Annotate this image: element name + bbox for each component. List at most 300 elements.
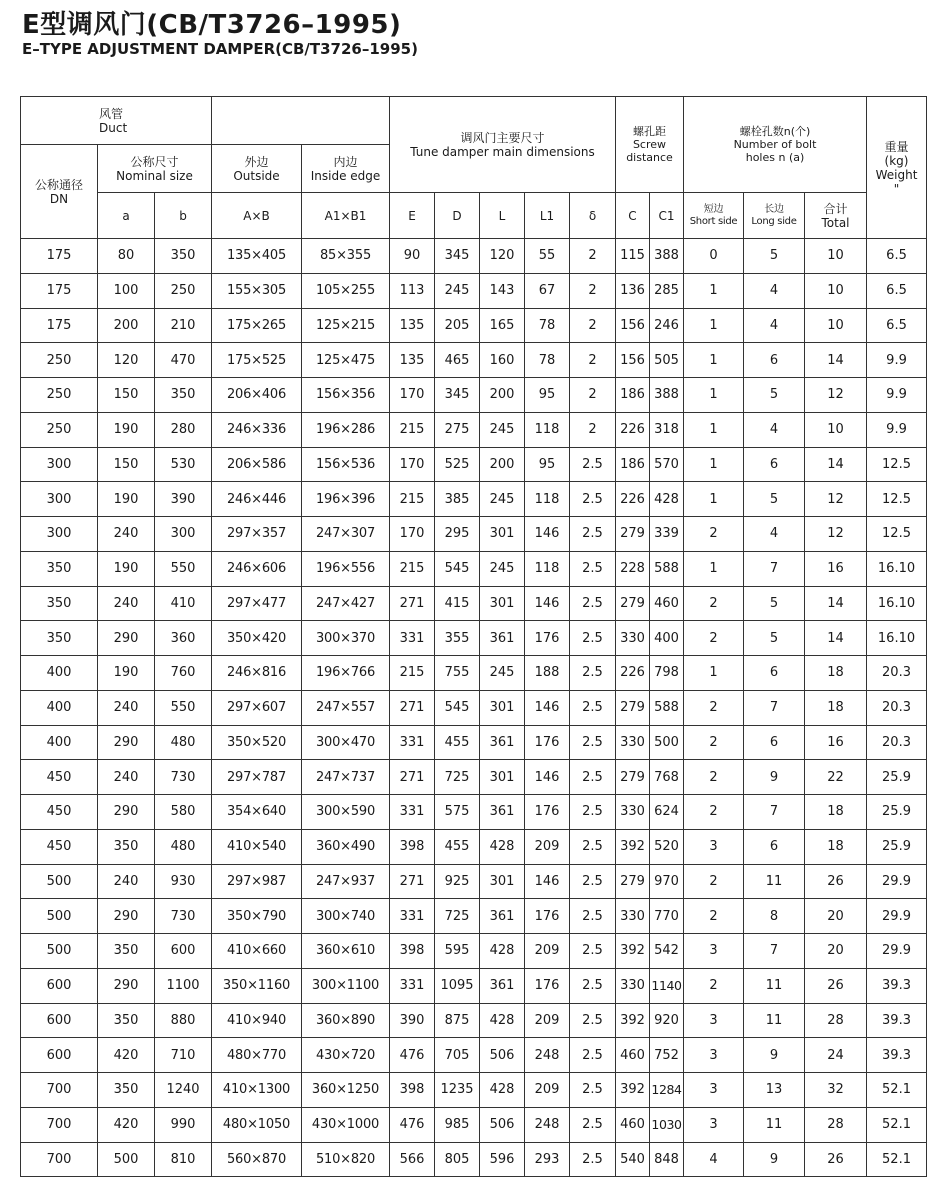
cell-long-side: 13 <box>744 1073 805 1108</box>
table-row <box>21 239 927 274</box>
cell-e: 566 <box>390 1142 435 1177</box>
cell-a1xb1: 247×737 <box>302 760 390 795</box>
cell-dn: 300 <box>21 482 98 517</box>
cell-l: 361 <box>480 725 525 760</box>
cell-a: 290 <box>98 795 155 830</box>
cell-weight: 52.1 <box>867 1142 927 1177</box>
cell-short-side: 3 <box>684 1003 744 1038</box>
cell-delta: 2.5 <box>570 899 616 934</box>
cell-b: 730 <box>155 760 212 795</box>
cell-d: 985 <box>435 1107 480 1142</box>
cell-e: 398 <box>390 1073 435 1108</box>
cell-l1: 146 <box>525 586 570 621</box>
cell-l: 428 <box>480 1003 525 1038</box>
cell-c: 226 <box>616 412 650 447</box>
cell-dn: 175 <box>21 273 98 308</box>
cell-d: 725 <box>435 760 480 795</box>
cell-l1: 209 <box>525 829 570 864</box>
table-row <box>21 1142 927 1177</box>
cell-a: 100 <box>98 273 155 308</box>
cell-axb: 350×1160 <box>212 968 302 1003</box>
cell-total: 28 <box>805 1003 867 1038</box>
cell-d: 465 <box>435 343 480 378</box>
cell-l1: 118 <box>525 482 570 517</box>
cell-axb: 297×607 <box>212 690 302 725</box>
cell-weight: 29.9 <box>867 864 927 899</box>
cell-axb: 246×816 <box>212 656 302 691</box>
cell-l1: 95 <box>525 447 570 482</box>
cell-b: 990 <box>155 1107 212 1142</box>
cell-short-side: 1 <box>684 656 744 691</box>
cell-short-side: 3 <box>684 829 744 864</box>
cell-total: 14 <box>805 343 867 378</box>
cell-e: 135 <box>390 343 435 378</box>
cell-long-side: 6 <box>744 343 805 378</box>
duct-header-cn: 风管 <box>99 106 124 121</box>
cell-delta: 2 <box>570 239 616 274</box>
cell-short-side: 2 <box>684 864 744 899</box>
cell-a: 120 <box>98 343 155 378</box>
cell-c1: 246 <box>650 308 684 343</box>
cell-delta: 2.5 <box>570 829 616 864</box>
cell-b: 480 <box>155 829 212 864</box>
cell-d: 345 <box>435 239 480 274</box>
cell-c1: 339 <box>650 517 684 552</box>
cell-dn: 400 <box>21 725 98 760</box>
cell-delta: 2 <box>570 273 616 308</box>
cell-l1: 78 <box>525 308 570 343</box>
cell-axb: 410×940 <box>212 1003 302 1038</box>
col-c-header: C <box>616 193 650 239</box>
cell-delta: 2.5 <box>570 1038 616 1073</box>
cell-a1xb1: 360×490 <box>302 829 390 864</box>
cell-a1xb1: 196×556 <box>302 551 390 586</box>
cell-short-side: 2 <box>684 586 744 621</box>
screw-distance-header <box>616 97 684 193</box>
cell-c1: 770 <box>650 899 684 934</box>
cell-total: 20 <box>805 934 867 969</box>
cell-d: 525 <box>435 447 480 482</box>
cell-axb: 354×640 <box>212 795 302 830</box>
cell-c1: 400 <box>650 621 684 656</box>
cell-a: 350 <box>98 1073 155 1108</box>
cell-delta: 2.5 <box>570 760 616 795</box>
bolt-holes-header-en1: Number of bolt <box>733 138 817 151</box>
cell-dn: 250 <box>21 412 98 447</box>
cell-e: 215 <box>390 412 435 447</box>
cell-c: 279 <box>616 760 650 795</box>
cell-b: 710 <box>155 1038 212 1073</box>
table-row <box>21 621 927 656</box>
col-delta-header: δ <box>570 193 616 239</box>
cell-axb: 206×406 <box>212 378 302 413</box>
cell-d: 725 <box>435 899 480 934</box>
cell-l1: 176 <box>525 621 570 656</box>
cell-l: 301 <box>480 517 525 552</box>
cell-c: 330 <box>616 795 650 830</box>
cell-a1xb1: 360×610 <box>302 934 390 969</box>
cell-a1xb1: 125×215 <box>302 308 390 343</box>
cell-c: 186 <box>616 378 650 413</box>
cell-b: 530 <box>155 447 212 482</box>
cell-l1: 146 <box>525 864 570 899</box>
table-row <box>21 934 927 969</box>
cell-short-side: 1 <box>684 482 744 517</box>
outside-header-cn: 外边 <box>244 154 269 169</box>
table-row <box>21 586 927 621</box>
cell-l1: 118 <box>525 551 570 586</box>
cell-c1: 570 <box>650 447 684 482</box>
cell-weight: 12.5 <box>867 517 927 552</box>
dn-header-cn: 公称通径 <box>34 177 83 192</box>
cell-long-side: 6 <box>744 447 805 482</box>
cell-axb: 297×987 <box>212 864 302 899</box>
cell-delta: 2.5 <box>570 586 616 621</box>
cell-a1xb1: 300×370 <box>302 621 390 656</box>
bolt-holes-header <box>684 97 867 193</box>
cell-dn: 300 <box>21 517 98 552</box>
cell-l: 301 <box>480 864 525 899</box>
weight-header-cn: 重量 <box>884 139 909 154</box>
cell-long-side: 5 <box>744 482 805 517</box>
cell-axb: 155×305 <box>212 273 302 308</box>
outside-header-en: Outside <box>233 168 280 183</box>
cell-axb: 560×870 <box>212 1142 302 1177</box>
cell-d: 345 <box>435 378 480 413</box>
cell-dn: 250 <box>21 343 98 378</box>
cell-d: 295 <box>435 517 480 552</box>
cell-axb: 410×660 <box>212 934 302 969</box>
cell-a1xb1: 300×1100 <box>302 968 390 1003</box>
cell-l: 428 <box>480 829 525 864</box>
cell-b: 600 <box>155 934 212 969</box>
cell-axb: 350×420 <box>212 621 302 656</box>
weight-header-en: Weight <box>875 167 918 182</box>
cell-l1: 78 <box>525 343 570 378</box>
cell-short-side: 1 <box>684 447 744 482</box>
cell-e: 170 <box>390 378 435 413</box>
cell-l1: 118 <box>525 412 570 447</box>
cell-dn: 700 <box>21 1073 98 1108</box>
cell-a: 500 <box>98 1142 155 1177</box>
cell-d: 205 <box>435 308 480 343</box>
cell-weight: 12.5 <box>867 447 927 482</box>
cell-a1xb1: 247×937 <box>302 864 390 899</box>
cell-a1xb1: 300×740 <box>302 899 390 934</box>
cell-c: 330 <box>616 725 650 760</box>
cell-b: 360 <box>155 621 212 656</box>
cell-dn: 450 <box>21 829 98 864</box>
table-row <box>21 378 927 413</box>
cell-l: 200 <box>480 447 525 482</box>
cell-l: 361 <box>480 899 525 934</box>
cell-delta: 2 <box>570 343 616 378</box>
cell-weight: 20.3 <box>867 725 927 760</box>
cell-c1: 920 <box>650 1003 684 1038</box>
cell-short-side: 1 <box>684 412 744 447</box>
cell-weight: 16.10 <box>867 621 927 656</box>
cell-c1: 588 <box>650 690 684 725</box>
table-row <box>21 760 927 795</box>
col-d-header: D <box>435 193 480 239</box>
cell-short-side: 3 <box>684 934 744 969</box>
cell-dn: 250 <box>21 378 98 413</box>
cell-c: 392 <box>616 1073 650 1108</box>
cell-b: 880 <box>155 1003 212 1038</box>
cell-total: 20 <box>805 899 867 934</box>
dn-header <box>21 145 98 239</box>
table-row <box>21 412 927 447</box>
cell-l: 245 <box>480 551 525 586</box>
cell-long-side: 6 <box>744 829 805 864</box>
cell-c1: 460 <box>650 586 684 621</box>
cell-c1: 505 <box>650 343 684 378</box>
cell-c: 226 <box>616 482 650 517</box>
cell-a: 240 <box>98 864 155 899</box>
cell-c: 186 <box>616 447 650 482</box>
col-axb-header: A×B <box>212 193 302 239</box>
cell-c1: 388 <box>650 239 684 274</box>
cell-weight: 6.5 <box>867 273 927 308</box>
cell-l: 245 <box>480 656 525 691</box>
nominal-size-header-cn: 公称尺寸 <box>130 154 179 169</box>
cell-l1: 146 <box>525 517 570 552</box>
cell-d: 705 <box>435 1038 480 1073</box>
cell-short-side: 1 <box>684 343 744 378</box>
cell-l1: 95 <box>525 378 570 413</box>
cell-b: 350 <box>155 239 212 274</box>
cell-l: 160 <box>480 343 525 378</box>
inside-edge-header-cn: 内边 <box>333 154 358 169</box>
cell-l1: 248 <box>525 1107 570 1142</box>
cell-weight: 9.9 <box>867 412 927 447</box>
cell-c: 156 <box>616 308 650 343</box>
cell-b: 480 <box>155 725 212 760</box>
cell-dn: 350 <box>21 621 98 656</box>
cell-a: 290 <box>98 968 155 1003</box>
cell-a1xb1: 430×720 <box>302 1038 390 1073</box>
cell-d: 925 <box>435 864 480 899</box>
cell-l: 506 <box>480 1107 525 1142</box>
cell-delta: 2.5 <box>570 864 616 899</box>
cell-b: 410 <box>155 586 212 621</box>
cell-long-side: 11 <box>744 864 805 899</box>
cell-a1xb1: 196×396 <box>302 482 390 517</box>
cell-total: 32 <box>805 1073 867 1108</box>
cell-short-side: 2 <box>684 725 744 760</box>
cell-a1xb1: 360×1250 <box>302 1073 390 1108</box>
col-l1-header: L1 <box>525 193 570 239</box>
cell-e: 271 <box>390 864 435 899</box>
cell-total: 18 <box>805 656 867 691</box>
cell-d: 1235 <box>435 1073 480 1108</box>
cell-short-side: 2 <box>684 899 744 934</box>
cell-l: 245 <box>480 412 525 447</box>
cell-c1: 388 <box>650 378 684 413</box>
cell-long-side: 7 <box>744 795 805 830</box>
cell-c1: 318 <box>650 412 684 447</box>
cell-delta: 2.5 <box>570 795 616 830</box>
cell-c: 460 <box>616 1038 650 1073</box>
cell-a: 350 <box>98 829 155 864</box>
cell-c1: 1284 <box>650 1073 684 1108</box>
cell-e: 271 <box>390 586 435 621</box>
cell-total: 10 <box>805 273 867 308</box>
cell-long-side: 11 <box>744 1003 805 1038</box>
cell-d: 455 <box>435 829 480 864</box>
cell-delta: 2.5 <box>570 934 616 969</box>
cell-a: 150 <box>98 378 155 413</box>
cell-a: 290 <box>98 621 155 656</box>
cell-d: 875 <box>435 1003 480 1038</box>
outside-header <box>212 145 302 193</box>
page-title: E型调风门(CB/T3726–1995) <box>22 10 402 40</box>
table-row <box>21 656 927 691</box>
weight-header <box>867 97 927 239</box>
cell-long-side: 4 <box>744 517 805 552</box>
dn-header-en: DN <box>49 191 69 206</box>
cell-long-side: 4 <box>744 412 805 447</box>
inside-edge-header <box>302 145 390 193</box>
cell-d: 595 <box>435 934 480 969</box>
cell-b: 580 <box>155 795 212 830</box>
cell-l1: 176 <box>525 725 570 760</box>
col-e-header: E <box>390 193 435 239</box>
cell-l1: 248 <box>525 1038 570 1073</box>
cell-l1: 209 <box>525 1073 570 1108</box>
cell-l1: 176 <box>525 795 570 830</box>
cell-dn: 600 <box>21 1003 98 1038</box>
weight-header-unit: (kg) <box>884 153 909 168</box>
cell-c: 330 <box>616 899 650 934</box>
table-row <box>21 551 927 586</box>
cell-l1: 67 <box>525 273 570 308</box>
cell-a: 350 <box>98 934 155 969</box>
cell-b: 760 <box>155 656 212 691</box>
nominal-size-header-en: Nominal size <box>116 168 193 183</box>
long-side-header-en: Long side <box>751 215 797 227</box>
cell-e: 113 <box>390 273 435 308</box>
cell-delta: 2.5 <box>570 725 616 760</box>
cell-dn: 700 <box>21 1107 98 1142</box>
cell-dn: 400 <box>21 690 98 725</box>
cell-b: 550 <box>155 690 212 725</box>
cell-c1: 588 <box>650 551 684 586</box>
cell-total: 18 <box>805 829 867 864</box>
cell-c: 330 <box>616 968 650 1003</box>
cell-short-side: 1 <box>684 308 744 343</box>
cell-d: 455 <box>435 725 480 760</box>
cell-delta: 2.5 <box>570 1142 616 1177</box>
cell-b: 810 <box>155 1142 212 1177</box>
table-row <box>21 1107 927 1142</box>
dims-header-blank <box>212 97 390 145</box>
cell-delta: 2.5 <box>570 551 616 586</box>
cell-e: 135 <box>390 308 435 343</box>
cell-c1: 520 <box>650 829 684 864</box>
cell-e: 170 <box>390 447 435 482</box>
cell-e: 398 <box>390 829 435 864</box>
cell-long-side: 9 <box>744 760 805 795</box>
cell-delta: 2.5 <box>570 447 616 482</box>
cell-weight: 39.3 <box>867 968 927 1003</box>
tune-dims-header-en: Tune damper main dimensions <box>410 144 595 159</box>
cell-weight: 6.5 <box>867 239 927 274</box>
cell-axb: 246×446 <box>212 482 302 517</box>
cell-long-side: 5 <box>744 621 805 656</box>
cell-dn: 500 <box>21 864 98 899</box>
cell-l: 506 <box>480 1038 525 1073</box>
cell-axb: 350×520 <box>212 725 302 760</box>
screw-distance-header-en1: Screw <box>632 138 667 151</box>
cell-dn: 350 <box>21 551 98 586</box>
cell-l: 200 <box>480 378 525 413</box>
cell-e: 271 <box>390 690 435 725</box>
cell-e: 331 <box>390 899 435 934</box>
cell-l: 361 <box>480 621 525 656</box>
table-row <box>21 1073 927 1108</box>
table-row <box>21 725 927 760</box>
cell-weight: 25.9 <box>867 829 927 864</box>
cell-a: 190 <box>98 656 155 691</box>
cell-l: 120 <box>480 239 525 274</box>
cell-e: 331 <box>390 725 435 760</box>
bolt-holes-header-cn: 螺栓孔数n(个) <box>739 125 811 138</box>
cell-weight: 29.9 <box>867 934 927 969</box>
cell-dn: 500 <box>21 899 98 934</box>
cell-e: 476 <box>390 1107 435 1142</box>
cell-c: 228 <box>616 551 650 586</box>
cell-l1: 146 <box>525 760 570 795</box>
cell-e: 398 <box>390 934 435 969</box>
col-a1xb1-header: A1×B1 <box>302 193 390 239</box>
cell-weight: 29.9 <box>867 899 927 934</box>
cell-a1xb1: 247×557 <box>302 690 390 725</box>
table-row <box>21 308 927 343</box>
short-side-header-en: Short side <box>689 215 738 227</box>
cell-axb: 246×606 <box>212 551 302 586</box>
table-row <box>21 1038 927 1073</box>
cell-e: 331 <box>390 795 435 830</box>
long-side-header <box>744 193 805 239</box>
cell-dn: 700 <box>21 1142 98 1177</box>
page-subtitle: E–TYPE ADJUSTMENT DAMPER(CB/T3726–1995) <box>22 40 418 58</box>
cell-d: 355 <box>435 621 480 656</box>
damper-spec-table <box>20 96 927 1177</box>
cell-dn: 600 <box>21 968 98 1003</box>
cell-dn: 600 <box>21 1038 98 1073</box>
duct-header-en: Duct <box>99 120 128 135</box>
cell-delta: 2.5 <box>570 1003 616 1038</box>
cell-axb: 246×336 <box>212 412 302 447</box>
cell-a: 240 <box>98 517 155 552</box>
cell-a: 350 <box>98 1003 155 1038</box>
cell-b: 280 <box>155 412 212 447</box>
cell-weight: 25.9 <box>867 795 927 830</box>
cell-total: 10 <box>805 308 867 343</box>
cell-dn: 350 <box>21 586 98 621</box>
cell-total: 10 <box>805 412 867 447</box>
cell-l1: 176 <box>525 899 570 934</box>
cell-e: 90 <box>390 239 435 274</box>
cell-weight: 20.3 <box>867 690 927 725</box>
cell-e: 271 <box>390 760 435 795</box>
cell-l1: 209 <box>525 1003 570 1038</box>
cell-c1: 848 <box>650 1142 684 1177</box>
long-side-header-cn: 长边 <box>764 203 784 215</box>
cell-l: 361 <box>480 968 525 1003</box>
cell-total: 18 <box>805 690 867 725</box>
